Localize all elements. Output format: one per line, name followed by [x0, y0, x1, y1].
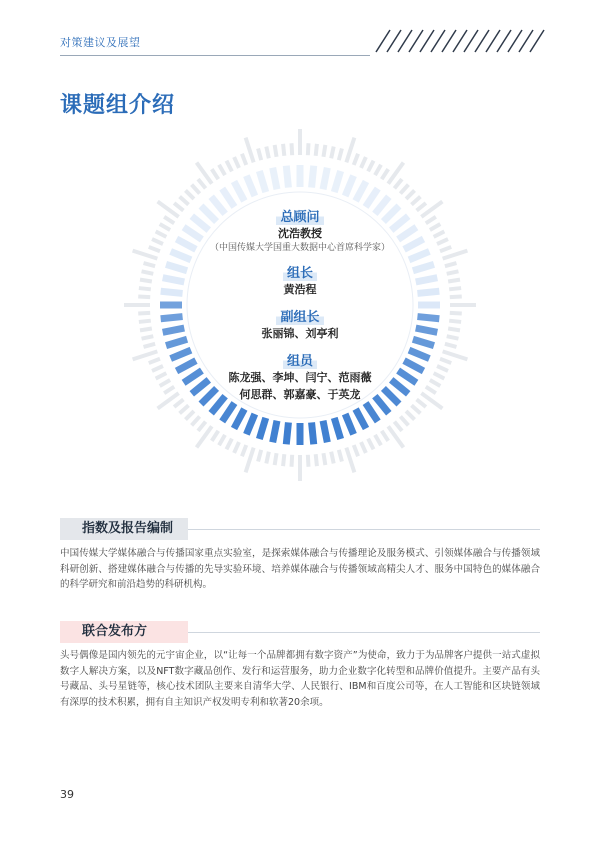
outer-ring-tick — [156, 231, 167, 236]
outer-ring-tick — [448, 328, 460, 330]
section-title-publisher: 联合发布方 — [60, 621, 188, 643]
team-roster — [195, 204, 405, 403]
outer-ring-tick — [448, 280, 460, 282]
outer-ring-tick — [411, 405, 420, 413]
outer-ring-tick — [152, 239, 163, 244]
outer-ring-tick — [430, 224, 440, 230]
inner-ring-segment — [161, 291, 183, 293]
outer-ring-tick — [354, 445, 358, 456]
inner-ring-segment — [409, 251, 429, 259]
outer-ring-tick — [440, 247, 451, 251]
outer-ring-tick — [246, 138, 254, 163]
inner-ring-segment — [417, 291, 439, 293]
outer-ring-tick — [445, 344, 457, 347]
outer-ring-tick — [447, 336, 459, 338]
outer-ring-tick — [180, 405, 189, 413]
outer-ring-tick — [283, 454, 284, 466]
inner-ring-segment — [345, 176, 353, 196]
inner-ring-segment — [323, 168, 327, 190]
outer-ring-tick — [185, 190, 193, 198]
outer-ring-tick — [133, 251, 158, 259]
outer-ring-tick — [133, 351, 158, 359]
inner-ring-segment — [323, 421, 327, 443]
outer-ring-tick — [361, 157, 366, 168]
outer-ring-tick — [323, 145, 325, 157]
outer-ring-tick — [138, 313, 150, 314]
inner-ring-segment — [177, 239, 196, 249]
inner-ring-segment — [356, 409, 366, 428]
inner-ring-segment — [417, 317, 439, 319]
outer-ring-tick — [246, 448, 254, 473]
inner-ring-segment — [409, 350, 429, 358]
deputy-label: 副组长 — [276, 306, 323, 325]
outer-ring-tick — [308, 455, 309, 467]
outer-ring-tick — [142, 271, 154, 273]
outer-ring-tick — [144, 344, 156, 347]
inner-ring-segment — [166, 339, 187, 345]
header-section-title: 对策建议及展望 — [60, 36, 141, 49]
outer-ring-tick — [164, 387, 174, 394]
outer-ring-tick — [375, 435, 381, 445]
outer-ring-tick — [417, 399, 426, 407]
outer-ring-tick — [174, 203, 183, 211]
outer-ring-tick — [426, 387, 436, 394]
inner-ring-segment — [416, 278, 438, 282]
outer-ring-tick — [219, 165, 225, 175]
outer-ring-tick — [368, 439, 373, 450]
outer-ring-tick — [275, 453, 277, 465]
outer-ring-tick — [149, 359, 160, 363]
outer-ring-tick — [242, 445, 246, 456]
inner-ring-segment — [334, 418, 340, 439]
outer-ring-tick — [382, 169, 389, 179]
inner-ring-segment — [413, 339, 434, 345]
outer-ring-tick — [192, 416, 200, 425]
inner-ring-segment — [171, 251, 191, 259]
inner-ring-segment — [273, 168, 277, 190]
outer-ring-tick — [331, 452, 333, 464]
outer-ring-tick — [140, 328, 152, 330]
outer-ring-tick — [139, 288, 151, 289]
section-title-report: 指数及报告编制 — [60, 518, 188, 540]
outer-ring-tick — [198, 179, 206, 188]
outer-ring-tick — [346, 448, 354, 473]
outer-ring-tick — [331, 147, 333, 159]
outer-ring-tick — [339, 450, 342, 462]
outer-ring-tick — [164, 217, 174, 224]
outer-ring-tick — [144, 263, 156, 266]
inner-ring-segment — [259, 171, 265, 192]
outer-ring-tick — [219, 435, 225, 445]
outer-ring-tick — [140, 280, 152, 282]
inner-ring-segment — [259, 418, 265, 439]
inner-ring-segment — [177, 361, 196, 371]
inner-ring-segment — [404, 239, 423, 249]
outer-ring-tick — [430, 380, 440, 386]
outer-ring-tick — [198, 422, 206, 431]
outer-ring-tick — [375, 165, 381, 175]
outer-ring-tick — [394, 422, 402, 431]
outer-ring-tick — [447, 271, 459, 273]
outer-ring-tick — [160, 380, 170, 386]
inner-ring-segment — [312, 166, 314, 188]
outer-ring-tick — [434, 231, 445, 236]
outer-ring-tick — [450, 297, 462, 298]
leader-name: 黄浩程 — [283, 283, 317, 296]
advisor-note: （中国传媒大学国重大数据中心首席科学家） — [209, 243, 390, 253]
outer-ring-tick — [361, 442, 366, 453]
outer-ring-tick — [346, 138, 354, 163]
outer-ring-tick — [417, 203, 426, 211]
inner-ring-segment — [345, 414, 353, 434]
outer-ring-tick — [226, 161, 231, 172]
outer-ring-tick — [406, 190, 414, 198]
outer-ring-tick — [443, 351, 468, 359]
outer-ring-tick — [234, 157, 239, 168]
members-line-1: 陈龙强、李坤、闫宁、范雨薇 — [228, 371, 372, 384]
inner-ring-segment — [286, 422, 288, 444]
outer-ring-tick — [180, 197, 189, 205]
inner-ring-segment — [334, 171, 340, 192]
outer-ring-tick — [434, 373, 445, 378]
outer-ring-tick — [292, 143, 293, 155]
outer-ring-tick — [185, 411, 193, 419]
outer-ring-tick — [174, 399, 183, 407]
inner-ring-segment — [366, 403, 378, 421]
outer-ring-tick — [368, 161, 373, 172]
outer-ring-tick — [394, 179, 402, 188]
advisor-name: 沈浩教授 — [278, 227, 322, 240]
outer-ring-tick — [266, 147, 268, 159]
inner-ring-segment — [413, 264, 434, 270]
inner-ring-segment — [161, 317, 183, 319]
outer-ring-tick — [316, 454, 317, 466]
outer-ring-tick — [437, 366, 448, 371]
outer-ring-tick — [443, 251, 468, 259]
leader-label: 组长 — [283, 262, 317, 281]
outer-ring-tick — [149, 247, 160, 251]
outer-ring-tick — [426, 217, 436, 224]
outer-ring-tick — [292, 455, 293, 467]
members-label: 组员 — [283, 350, 317, 369]
outer-ring-tick — [234, 442, 239, 453]
page-number: 39 — [60, 788, 74, 801]
outer-ring-tick — [440, 359, 451, 363]
inner-ring-segment — [163, 328, 185, 332]
inner-ring-segment — [246, 414, 254, 434]
outer-ring-tick — [226, 439, 231, 450]
outer-ring-tick — [192, 185, 200, 194]
deputy-names: 张丽锦、刘亭利 — [261, 327, 339, 340]
outer-ring-tick — [258, 149, 261, 161]
advisor-label: 总顾问 — [276, 206, 323, 225]
outer-ring-tick — [449, 288, 461, 289]
inner-ring-segment — [222, 403, 234, 421]
outer-ring-tick — [323, 453, 325, 465]
outer-ring-tick — [316, 144, 317, 156]
outer-ring-tick — [212, 169, 219, 179]
outer-ring-tick — [449, 321, 461, 322]
outer-ring-tick — [308, 143, 309, 155]
outer-ring-tick — [160, 224, 170, 230]
section-text-publisher: 头号偶像是国内领先的元宇宙企业，以“让每一个品牌都拥有数字资产”为使命，致力于为品牌客户提供一站式虚拟数字人解决方案，以及NFT数字藏品创作、发行和运营服务，助力企业数字化转型和品牌价值提升。主要产品有头号藏品、头号星链等，核心技术团队主要来自清华大学、人民银行、IBM和百度公司等，在人工智能和区块链领域有深厚的技术积累，拥有自主知识产权发明专利和软著20余项。 — [60, 650, 540, 708]
outer-ring-tick — [266, 452, 268, 464]
inner-ring-segment — [234, 182, 244, 201]
outer-ring-tick — [437, 239, 448, 244]
outer-ring-tick — [411, 197, 420, 205]
inner-ring-segment — [166, 264, 187, 270]
outer-ring-tick — [139, 321, 151, 322]
inner-ring-segment — [234, 409, 244, 428]
outer-ring-tick — [445, 263, 457, 266]
outer-ring-tick — [138, 297, 150, 298]
section-text-report: 中国传媒大学媒体融合与传播国家重点实验室，是探索媒体融合与传播理论及服务模式、引领媒体融合与传播领域科研创新、搭建媒体融合与传播的先导实验环境、培养媒体融合与传播领域高精尖人才、服务中国特色的媒体融合的科学研究和前沿趋势的科研机构。 — [60, 548, 540, 590]
outer-ring-tick — [450, 313, 462, 314]
outer-ring-tick — [275, 145, 277, 157]
inner-ring-segment — [312, 422, 314, 444]
inner-ring-segment — [163, 278, 185, 282]
members-line-2: 何思群、郭嘉豪、于英龙 — [239, 388, 361, 401]
inner-ring-segment — [171, 350, 191, 358]
inner-ring-segment — [404, 361, 423, 371]
outer-ring-tick — [242, 154, 246, 165]
outer-ring-tick — [283, 144, 284, 156]
outer-ring-tick — [400, 416, 408, 425]
inner-ring-segment — [246, 176, 254, 196]
outer-ring-tick — [152, 366, 163, 371]
outer-ring-tick — [354, 154, 358, 165]
outer-ring-tick — [156, 373, 167, 378]
outer-ring-tick — [258, 450, 261, 462]
page-title: 课题组介绍 — [60, 93, 176, 118]
inner-ring-segment — [416, 328, 438, 332]
inner-ring-segment — [286, 166, 288, 188]
outer-ring-tick — [339, 149, 342, 161]
inner-ring-segment — [273, 421, 277, 443]
inner-ring-segment — [356, 182, 366, 201]
outer-ring-tick — [212, 431, 219, 441]
outer-ring-tick — [400, 185, 408, 194]
outer-ring-tick — [142, 336, 154, 338]
outer-ring-tick — [382, 431, 389, 441]
outer-ring-tick — [406, 411, 414, 419]
